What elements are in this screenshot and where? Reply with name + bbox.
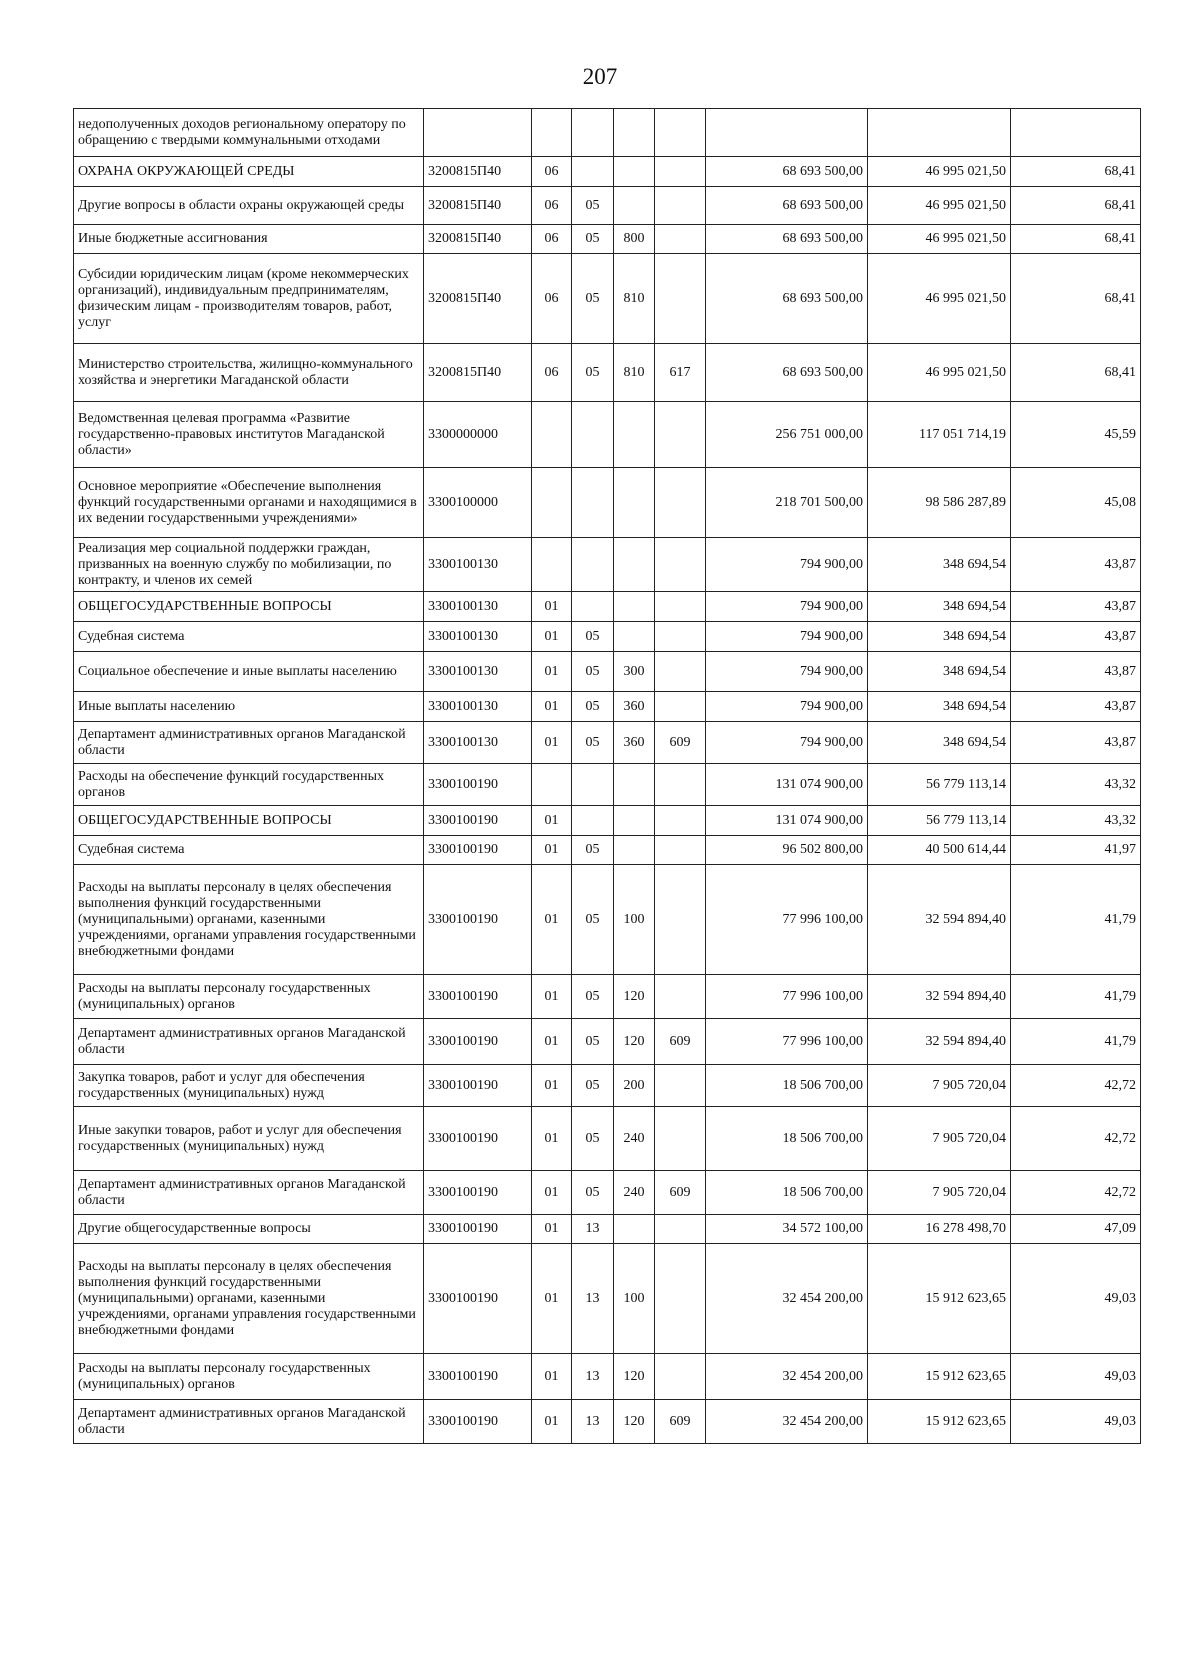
expense-type-code-cell: 120 (614, 1354, 655, 1400)
actual-amount-cell: 15 912 623,65 (868, 1244, 1011, 1354)
actual-amount-cell: 348 694,54 (868, 592, 1011, 622)
target-article-code-cell: 3300100190 (424, 764, 532, 806)
execution-percent-cell: 42,72 (1011, 1065, 1141, 1107)
expense-type-code-cell (614, 538, 655, 592)
section-code-cell: 01 (532, 975, 572, 1019)
table-row (74, 592, 1141, 622)
planned-amount-cell: 34 572 100,00 (706, 1215, 868, 1244)
actual-amount-cell: 46 995 021,50 (868, 157, 1011, 187)
department-code-cell: 609 (655, 1019, 706, 1065)
table-row (74, 1019, 1141, 1065)
subsection-code-cell: 05 (572, 344, 614, 402)
subsection-code-cell: 05 (572, 622, 614, 652)
planned-amount-cell: 77 996 100,00 (706, 975, 868, 1019)
section-code-cell: 01 (532, 1244, 572, 1354)
table-row (74, 109, 1141, 157)
actual-amount-cell: 7 905 720,04 (868, 1107, 1011, 1171)
section-code-cell: 01 (532, 692, 572, 722)
expense-type-code-cell: 810 (614, 344, 655, 402)
actual-amount-cell: 98 586 287,89 (868, 468, 1011, 538)
execution-percent-cell: 43,32 (1011, 806, 1141, 836)
execution-percent-cell: 43,87 (1011, 538, 1141, 592)
execution-percent-cell: 45,08 (1011, 468, 1141, 538)
execution-percent-cell: 49,03 (1011, 1400, 1141, 1444)
row-name-cell: Расходы на обеспечение функций государственных органов (74, 764, 424, 806)
target-article-code-cell: 3300100190 (424, 806, 532, 836)
row-name-cell: Закупка товаров, работ и услуг для обеспечения государственных (муниципальных) нужд (74, 1065, 424, 1107)
department-code-cell (655, 692, 706, 722)
target-article-code-cell: 3300100190 (424, 1244, 532, 1354)
planned-amount-cell: 68 693 500,00 (706, 225, 868, 254)
expense-type-code-cell: 100 (614, 1244, 655, 1354)
target-article-code-cell: 3300100130 (424, 652, 532, 692)
target-article-code-cell: 3300100190 (424, 836, 532, 865)
expense-type-code-cell (614, 468, 655, 538)
actual-amount-cell: 348 694,54 (868, 622, 1011, 652)
expense-type-code-cell: 240 (614, 1171, 655, 1215)
target-article-code-cell: 3200815П40 (424, 225, 532, 254)
actual-amount-cell: 46 995 021,50 (868, 254, 1011, 344)
planned-amount-cell: 32 454 200,00 (706, 1354, 868, 1400)
table-row (74, 1244, 1141, 1354)
actual-amount-cell: 348 694,54 (868, 538, 1011, 592)
expense-type-code-cell (614, 764, 655, 806)
target-article-code-cell: 3300000000 (424, 402, 532, 468)
actual-amount-cell: 56 779 113,14 (868, 806, 1011, 836)
actual-amount-cell: 7 905 720,04 (868, 1065, 1011, 1107)
expense-type-code-cell: 120 (614, 1400, 655, 1444)
subsection-code-cell: 05 (572, 1171, 614, 1215)
target-article-code-cell: 3200815П40 (424, 254, 532, 344)
table-row (74, 402, 1141, 468)
expense-type-code-cell: 120 (614, 1019, 655, 1065)
subsection-code-cell: 05 (572, 652, 614, 692)
subsection-code-cell: 05 (572, 1107, 614, 1171)
row-name-cell: Расходы на выплаты персоналу государственных (муниципальных) органов (74, 1354, 424, 1400)
department-code-cell (655, 1354, 706, 1400)
planned-amount-cell: 256 751 000,00 (706, 402, 868, 468)
actual-amount-cell: 40 500 614,44 (868, 836, 1011, 865)
budget-execution-table (73, 108, 1141, 1444)
expense-type-code-cell: 120 (614, 975, 655, 1019)
row-name-cell: Департамент административных органов Магаданской области (74, 1171, 424, 1215)
expense-type-code-cell (614, 187, 655, 225)
row-name-cell: Судебная система (74, 622, 424, 652)
actual-amount-cell: 46 995 021,50 (868, 344, 1011, 402)
subsection-code-cell: 05 (572, 836, 614, 865)
expense-type-code-cell (614, 836, 655, 865)
target-article-code-cell: 3300100190 (424, 1019, 532, 1065)
section-code-cell (532, 109, 572, 157)
department-code-cell (655, 836, 706, 865)
expense-type-code-cell (614, 622, 655, 652)
section-code-cell: 01 (532, 806, 572, 836)
department-code-cell (655, 402, 706, 468)
planned-amount-cell: 68 693 500,00 (706, 157, 868, 187)
subsection-code-cell: 13 (572, 1400, 614, 1444)
row-name-cell: Другие вопросы в области охраны окружающей среды (74, 187, 424, 225)
department-code-cell: 609 (655, 722, 706, 764)
target-article-code-cell: 3300100130 (424, 538, 532, 592)
planned-amount-cell: 32 454 200,00 (706, 1400, 868, 1444)
department-code-cell (655, 1065, 706, 1107)
target-article-code-cell: 3300100130 (424, 622, 532, 652)
execution-percent-cell: 42,72 (1011, 1107, 1141, 1171)
target-article-code-cell: 3200815П40 (424, 344, 532, 402)
actual-amount-cell: 7 905 720,04 (868, 1171, 1011, 1215)
table-row (74, 652, 1141, 692)
actual-amount-cell: 348 694,54 (868, 652, 1011, 692)
table-row (74, 1354, 1141, 1400)
table-row (74, 1107, 1141, 1171)
section-code-cell: 01 (532, 1354, 572, 1400)
section-code-cell: 01 (532, 1065, 572, 1107)
department-code-cell (655, 1215, 706, 1244)
section-code-cell: 01 (532, 1171, 572, 1215)
execution-percent-cell: 68,41 (1011, 187, 1141, 225)
row-name-cell: Судебная система (74, 836, 424, 865)
table-row (74, 692, 1141, 722)
department-code-cell: 609 (655, 1400, 706, 1444)
execution-percent-cell: 43,87 (1011, 622, 1141, 652)
expense-type-code-cell: 800 (614, 225, 655, 254)
department-code-cell (655, 975, 706, 1019)
planned-amount-cell: 68 693 500,00 (706, 344, 868, 402)
planned-amount-cell: 68 693 500,00 (706, 254, 868, 344)
subsection-code-cell (572, 157, 614, 187)
table-row (74, 836, 1141, 865)
expense-type-code-cell: 300 (614, 652, 655, 692)
department-code-cell (655, 254, 706, 344)
table-row (74, 622, 1141, 652)
target-article-code-cell: 3300100130 (424, 592, 532, 622)
department-code-cell (655, 806, 706, 836)
subsection-code-cell: 13 (572, 1215, 614, 1244)
row-name-cell: Департамент административных органов Магаданской области (74, 722, 424, 764)
department-code-cell (655, 157, 706, 187)
actual-amount-cell: 46 995 021,50 (868, 187, 1011, 225)
execution-percent-cell: 41,97 (1011, 836, 1141, 865)
execution-percent-cell: 47,09 (1011, 1215, 1141, 1244)
execution-percent-cell: 41,79 (1011, 975, 1141, 1019)
section-code-cell: 01 (532, 622, 572, 652)
expense-type-code-cell (614, 1215, 655, 1244)
section-code-cell: 06 (532, 157, 572, 187)
table-row (74, 538, 1141, 592)
subsection-code-cell: 05 (572, 225, 614, 254)
row-name-cell: Реализация мер социальной поддержки граждан, призванных на военную службу по мобилизации, по контракту, и членов их семей (74, 538, 424, 592)
subsection-code-cell (572, 402, 614, 468)
subsection-code-cell: 05 (572, 865, 614, 975)
actual-amount-cell: 348 694,54 (868, 692, 1011, 722)
execution-percent-cell: 49,03 (1011, 1244, 1141, 1354)
target-article-code-cell: 3200815П40 (424, 187, 532, 225)
planned-amount-cell: 18 506 700,00 (706, 1065, 868, 1107)
planned-amount-cell: 794 900,00 (706, 622, 868, 652)
actual-amount-cell: 46 995 021,50 (868, 225, 1011, 254)
row-name-cell: Иные выплаты населению (74, 692, 424, 722)
planned-amount-cell: 77 996 100,00 (706, 1019, 868, 1065)
table-body (74, 109, 1141, 1444)
subsection-code-cell (572, 592, 614, 622)
target-article-code-cell: 3300100190 (424, 1354, 532, 1400)
planned-amount-cell: 218 701 500,00 (706, 468, 868, 538)
table-row (74, 865, 1141, 975)
subsection-code-cell: 05 (572, 254, 614, 344)
department-code-cell (655, 592, 706, 622)
row-name-cell: Другие общегосударственные вопросы (74, 1215, 424, 1244)
actual-amount-cell: 348 694,54 (868, 722, 1011, 764)
execution-percent-cell: 43,87 (1011, 652, 1141, 692)
section-code-cell: 01 (532, 592, 572, 622)
subsection-code-cell (572, 806, 614, 836)
subsection-code-cell: 13 (572, 1354, 614, 1400)
execution-percent-cell: 41,79 (1011, 865, 1141, 975)
actual-amount-cell: 15 912 623,65 (868, 1400, 1011, 1444)
planned-amount-cell: 794 900,00 (706, 592, 868, 622)
section-code-cell: 01 (532, 836, 572, 865)
target-article-code-cell (424, 109, 532, 157)
planned-amount-cell: 18 506 700,00 (706, 1171, 868, 1215)
section-code-cell: 01 (532, 722, 572, 764)
expense-type-code-cell (614, 157, 655, 187)
planned-amount-cell: 131 074 900,00 (706, 764, 868, 806)
department-code-cell (655, 109, 706, 157)
table-row (74, 254, 1141, 344)
section-code-cell: 06 (532, 254, 572, 344)
planned-amount-cell: 68 693 500,00 (706, 187, 868, 225)
expense-type-code-cell: 810 (614, 254, 655, 344)
table-row (74, 975, 1141, 1019)
row-name-cell: Ведомственная целевая программа «Развитие государственно-правовых институтов Магаданской области» (74, 402, 424, 468)
expense-type-code-cell: 100 (614, 865, 655, 975)
planned-amount-cell: 18 506 700,00 (706, 1107, 868, 1171)
expense-type-code-cell (614, 592, 655, 622)
planned-amount-cell: 794 900,00 (706, 652, 868, 692)
page-number: 207 (582, 64, 618, 89)
planned-amount-cell (706, 109, 868, 157)
target-article-code-cell: 3300100190 (424, 1215, 532, 1244)
execution-percent-cell: 43,87 (1011, 592, 1141, 622)
row-name-cell: недополученных доходов региональному оператору по обращению с твердыми коммунальными отходами (74, 109, 424, 157)
execution-percent-cell: 49,03 (1011, 1354, 1141, 1400)
section-code-cell (532, 468, 572, 538)
execution-percent-cell: 41,79 (1011, 1019, 1141, 1065)
expense-type-code-cell (614, 806, 655, 836)
planned-amount-cell: 131 074 900,00 (706, 806, 868, 836)
subsection-code-cell (572, 109, 614, 157)
row-name-cell: Расходы на выплаты персоналу государственных (муниципальных) органов (74, 975, 424, 1019)
department-code-cell: 609 (655, 1171, 706, 1215)
execution-percent-cell: 68,41 (1011, 254, 1141, 344)
section-code-cell: 01 (532, 865, 572, 975)
execution-percent-cell: 68,41 (1011, 225, 1141, 254)
execution-percent-cell: 42,72 (1011, 1171, 1141, 1215)
execution-percent-cell: 43,87 (1011, 722, 1141, 764)
subsection-code-cell: 05 (572, 692, 614, 722)
expense-type-code-cell: 240 (614, 1107, 655, 1171)
row-name-cell: Социальное обеспечение и иные выплаты населению (74, 652, 424, 692)
row-name-cell: Основное мероприятие «Обеспечение выполнения функций государственными органами и находящимися в их ведении государственными учреждениями» (74, 468, 424, 538)
department-code-cell (655, 652, 706, 692)
actual-amount-cell (868, 109, 1011, 157)
execution-percent-cell: 43,32 (1011, 764, 1141, 806)
table-row (74, 764, 1141, 806)
section-code-cell: 06 (532, 225, 572, 254)
subsection-code-cell: 05 (572, 975, 614, 1019)
execution-percent-cell: 68,41 (1011, 157, 1141, 187)
execution-percent-cell (1011, 109, 1141, 157)
actual-amount-cell: 32 594 894,40 (868, 975, 1011, 1019)
target-article-code-cell: 3300100190 (424, 1107, 532, 1171)
department-code-cell (655, 187, 706, 225)
actual-amount-cell: 32 594 894,40 (868, 865, 1011, 975)
target-article-code-cell: 3300100130 (424, 722, 532, 764)
actual-amount-cell: 32 594 894,40 (868, 1019, 1011, 1065)
subsection-code-cell: 05 (572, 1019, 614, 1065)
section-code-cell (532, 764, 572, 806)
target-article-code-cell: 3300100000 (424, 468, 532, 538)
target-article-code-cell: 3300100190 (424, 1171, 532, 1215)
row-name-cell: Субсидии юридическим лицам (кроме некоммерческих организаций), индивидуальным предпринимателям, физическим лицам - производителям товаров, работ, услуг (74, 254, 424, 344)
table-row (74, 1065, 1141, 1107)
section-code-cell: 01 (532, 1107, 572, 1171)
table-row (74, 1215, 1141, 1244)
expense-type-code-cell: 360 (614, 692, 655, 722)
subsection-code-cell: 13 (572, 1244, 614, 1354)
table-row (74, 225, 1141, 254)
section-code-cell: 01 (532, 1215, 572, 1244)
department-code-cell (655, 764, 706, 806)
table-row (74, 806, 1141, 836)
planned-amount-cell: 794 900,00 (706, 692, 868, 722)
actual-amount-cell: 117 051 714,19 (868, 402, 1011, 468)
row-name-cell: Министерство строительства, жилищно-коммунального хозяйства и энергетики Магаданской области (74, 344, 424, 402)
subsection-code-cell (572, 764, 614, 806)
section-code-cell: 01 (532, 1400, 572, 1444)
target-article-code-cell: 3300100130 (424, 692, 532, 722)
row-name-cell: Иные бюджетные ассигнования (74, 225, 424, 254)
execution-percent-cell: 68,41 (1011, 344, 1141, 402)
table-row (74, 1171, 1141, 1215)
target-article-code-cell: 3300100190 (424, 865, 532, 975)
target-article-code-cell: 3300100190 (424, 1400, 532, 1444)
row-name-cell: Департамент административных органов Магаданской области (74, 1019, 424, 1065)
planned-amount-cell: 794 900,00 (706, 722, 868, 764)
row-name-cell: ОБЩЕГОСУДАРСТВЕННЫЕ ВОПРОСЫ (74, 592, 424, 622)
planned-amount-cell: 794 900,00 (706, 538, 868, 592)
table-row (74, 1400, 1141, 1444)
row-name-cell: Департамент административных органов Магаданской области (74, 1400, 424, 1444)
execution-percent-cell: 43,87 (1011, 692, 1141, 722)
table-row (74, 344, 1141, 402)
actual-amount-cell: 16 278 498,70 (868, 1215, 1011, 1244)
subsection-code-cell (572, 468, 614, 538)
row-name-cell: Расходы на выплаты персоналу в целях обеспечения выполнения функций государственными (муниципальными) органами, казенными учреждениями, органами управления государственными внебюджетными фондами (74, 865, 424, 975)
planned-amount-cell: 96 502 800,00 (706, 836, 868, 865)
section-code-cell (532, 538, 572, 592)
department-code-cell (655, 1107, 706, 1171)
department-code-cell (655, 1244, 706, 1354)
subsection-code-cell: 05 (572, 722, 614, 764)
row-name-cell: ОХРАНА ОКРУЖАЮЩЕЙ СРЕДЫ (74, 157, 424, 187)
table-row (74, 157, 1141, 187)
table-row (74, 187, 1141, 225)
planned-amount-cell: 77 996 100,00 (706, 865, 868, 975)
section-code-cell: 01 (532, 1019, 572, 1065)
department-code-cell (655, 865, 706, 975)
target-article-code-cell: 3300100190 (424, 1065, 532, 1107)
department-code-cell: 617 (655, 344, 706, 402)
planned-amount-cell: 32 454 200,00 (706, 1244, 868, 1354)
department-code-cell (655, 538, 706, 592)
expense-type-code-cell: 200 (614, 1065, 655, 1107)
target-article-code-cell: 3200815П40 (424, 157, 532, 187)
section-code-cell: 01 (532, 652, 572, 692)
actual-amount-cell: 56 779 113,14 (868, 764, 1011, 806)
expense-type-code-cell (614, 402, 655, 468)
section-code-cell (532, 402, 572, 468)
row-name-cell: Расходы на выплаты персоналу в целях обеспечения выполнения функций государственными (муниципальными) органами, казенными учреждениями, органами управления государственными внебюджетными фондами (74, 1244, 424, 1354)
execution-percent-cell: 45,59 (1011, 402, 1141, 468)
table-row (74, 722, 1141, 764)
table-row (74, 468, 1141, 538)
expense-type-code-cell: 360 (614, 722, 655, 764)
department-code-cell (655, 622, 706, 652)
section-code-cell: 06 (532, 344, 572, 402)
row-name-cell: ОБЩЕГОСУДАРСТВЕННЫЕ ВОПРОСЫ (74, 806, 424, 836)
section-code-cell: 06 (532, 187, 572, 225)
target-article-code-cell: 3300100190 (424, 975, 532, 1019)
subsection-code-cell: 05 (572, 1065, 614, 1107)
subsection-code-cell (572, 538, 614, 592)
expense-type-code-cell (614, 109, 655, 157)
department-code-cell (655, 468, 706, 538)
department-code-cell (655, 225, 706, 254)
row-name-cell: Иные закупки товаров, работ и услуг для обеспечения государственных (муниципальных) нужд (74, 1107, 424, 1171)
actual-amount-cell: 15 912 623,65 (868, 1354, 1011, 1400)
subsection-code-cell: 05 (572, 187, 614, 225)
